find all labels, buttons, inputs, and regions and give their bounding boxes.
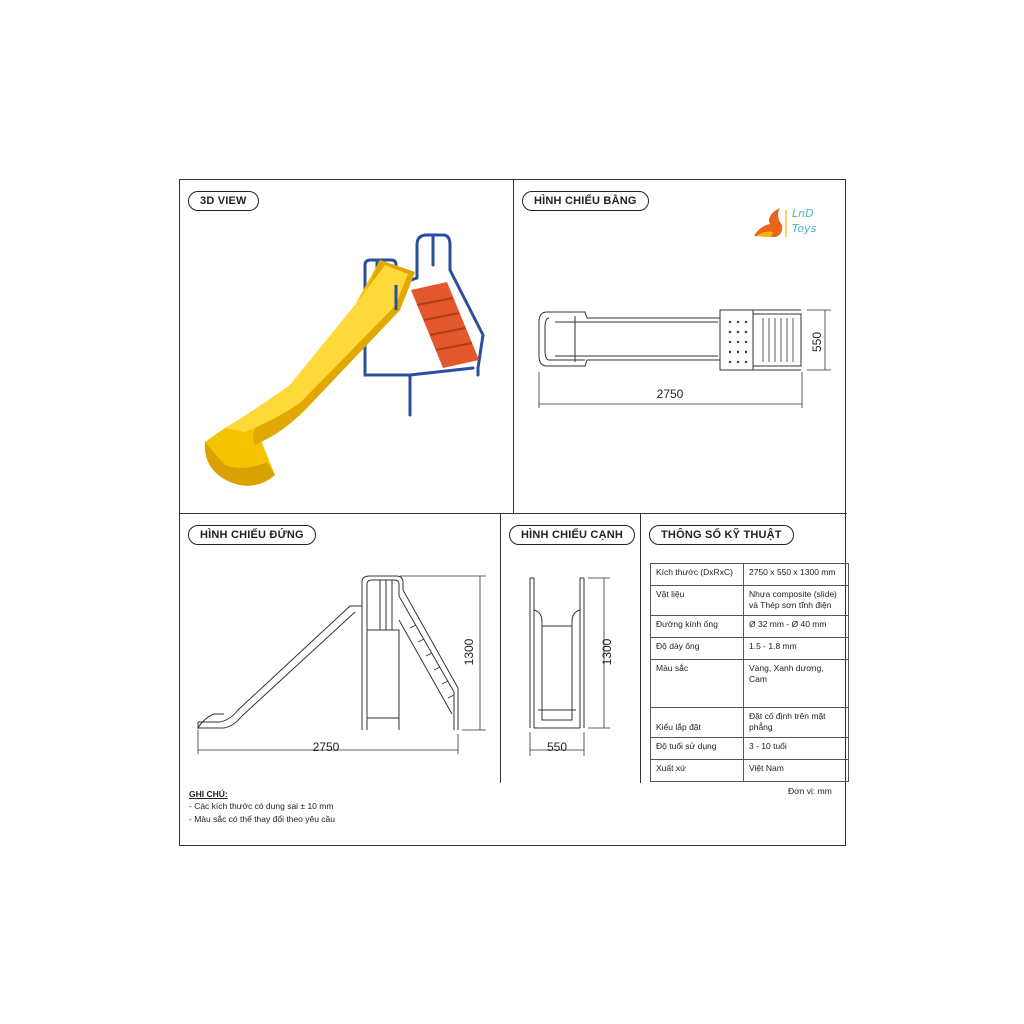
spec-value: 3 - 10 tuổi <box>744 737 849 759</box>
spec-key: Xuất xứ <box>651 759 744 781</box>
panel-title-side-view: HÌNH CHIẾU CẠNH <box>509 525 635 545</box>
logo-text-line2: Toys <box>792 222 817 235</box>
logo-text-line1: LnD <box>792 207 814 220</box>
spec-row <box>651 616 849 638</box>
spec-row <box>651 638 849 660</box>
slide-3d-illustration <box>195 210 495 510</box>
spec-key: Độ dày ống <box>651 638 744 660</box>
spec-key: Màu sắc <box>651 660 744 708</box>
spec-row <box>651 660 849 708</box>
spec-row <box>651 586 849 616</box>
dim-front-height <box>460 632 480 672</box>
svg-text:2750: 2750 <box>312 740 340 754</box>
spec-key: Độ tuổi sử dụng <box>651 737 744 759</box>
dim-front-length <box>306 738 346 758</box>
spec-key: Đường kính ống <box>651 616 744 638</box>
notes-title: GHI CHÚ: <box>189 789 228 799</box>
divider-bottom-right <box>640 513 641 783</box>
panel-title-spec: THÔNG SỐ KỸ THUẬT <box>649 525 794 545</box>
svg-text:2750: 2750 <box>656 387 684 401</box>
brand-logo <box>752 205 832 241</box>
svg-text:1300: 1300 <box>600 638 615 666</box>
spec-row <box>651 759 849 781</box>
spec-row <box>651 737 849 759</box>
unit-label: Đơn vị: mm <box>788 786 832 796</box>
panel-title-front-view: HÌNH CHIẾU ĐỨNG <box>188 525 316 545</box>
dim-top-width <box>808 322 828 362</box>
spec-value: 1.5 - 1.8 mm <box>744 638 849 660</box>
spec-key: Kiểu lắp đặt <box>651 708 744 738</box>
spec-value: Việt Nam <box>744 759 849 781</box>
ladder-steps <box>411 282 479 368</box>
spec-value: Ø 32 mm - Ø 40 mm <box>744 616 849 638</box>
panel-title-3d-view: 3D VIEW <box>188 191 259 211</box>
spec-row <box>651 708 849 738</box>
svg-text:1300: 1300 <box>462 638 477 666</box>
spec-key: Vật liệu <box>651 586 744 616</box>
divider-middle <box>180 513 847 514</box>
panel-title-top-view: HÌNH CHIẾU BẰNG <box>522 191 649 211</box>
slide-bed <box>205 260 415 486</box>
spec-value: Đặt cố định trên mặt phẳng <box>744 708 849 738</box>
spec-value: Nhựa composite (slide) và Thép sơn tĩnh điện <box>744 586 849 616</box>
note-item: - Màu sắc có thể thay đổi theo yêu cầu <box>189 813 336 824</box>
dim-side-height <box>598 632 618 672</box>
dim-side-width <box>537 738 577 758</box>
svg-text:550: 550 <box>810 331 825 353</box>
spec-table <box>650 563 849 782</box>
note-item: - Các kích thước có dung sai ± 10 mm <box>189 801 334 812</box>
notes <box>189 788 335 825</box>
spec-value: Vàng, Xanh dương, Cam <box>744 660 849 708</box>
dim-top-length <box>650 385 690 405</box>
svg-text:550: 550 <box>546 740 568 754</box>
divider-top-vertical <box>513 180 514 513</box>
divider-bottom-left <box>500 513 501 783</box>
spec-key: Kích thước (DxRxC) <box>651 564 744 586</box>
spec-value: 2750 x 550 x 1300 mm <box>744 564 849 586</box>
spec-row <box>651 564 849 586</box>
